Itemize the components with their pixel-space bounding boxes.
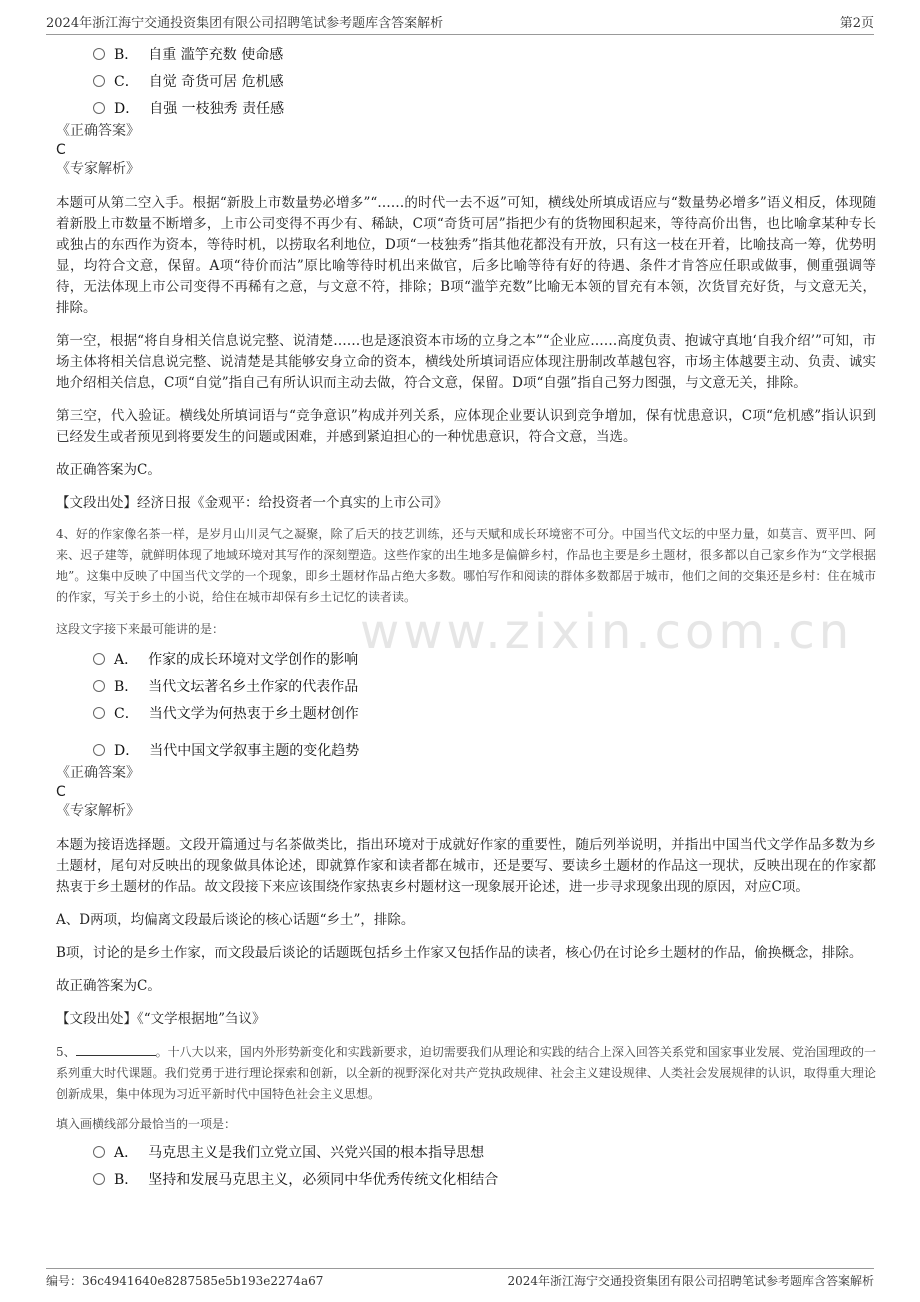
option-c[interactable]: C． 自觉 奇货可居 危机感	[93, 67, 876, 94]
radio-icon[interactable]	[93, 102, 105, 114]
answer-value: C	[56, 784, 66, 800]
radio-icon[interactable]	[93, 1173, 105, 1185]
source: 【文段出处】经济日报《金观平：给投资者一个真实的上市公司》	[56, 495, 448, 511]
page-number: 第2页	[839, 16, 874, 31]
option-b[interactable]: B． 当代文坛著名乡土作家的代表作品	[93, 672, 876, 699]
watermark: www.zixin.com.cn	[360, 604, 854, 660]
fill-blank	[76, 1043, 156, 1056]
option-d[interactable]: D． 自强 一枝独秀 责任感	[93, 94, 876, 121]
analysis-label: 《专家解析》	[56, 803, 140, 819]
option-a[interactable]: A． 马克思主义是我们立党立国、兴党兴国的根本指导思想	[93, 1138, 876, 1165]
radio-icon[interactable]	[93, 744, 105, 756]
analysis-paragraph: A、D两项，均偏离文段最后谈论的核心话题“乡土”，排除。	[56, 912, 415, 928]
answer-label: 《正确答案》	[56, 765, 140, 781]
radio-icon[interactable]	[93, 653, 105, 665]
analysis-paragraph: 本题可从第二空入手。根据“新股上市数量势必增多”“……的时代一去不返”可知，横线处所填成语应与“数量势必增多”语义相反，体现随着新股上市数量不断增多，上市公司变得不再少有、稀缺，C项“奇货可居”指把少有的货物囤积起来，等待高价出售，也比喻拿某种专长或独占的东西作为资本，等待时机，以捞取名利地位，D项“一枝独秀”指其他花都没有开放，只有这一枝在开着，比喻技高一筹，优势明显，均符合文意，保留。A项“待价而沽”原比喻等待时机出来做官，后多比喻等待有好的待遇、条件才肯答应任职或做事，侧重强调等待，无法体现上市公司变得不再稀有之意，与文意不符，排除；B项“滥竽充数”比喻无本领的冒充有本领，次货冒充好货，与文意无关，排除。	[56, 195, 876, 316]
option-b[interactable]: B． 自重 滥竽充数 使命感	[93, 40, 876, 67]
answer-label: 《正确答案》	[56, 123, 140, 139]
option-c[interactable]: C． 当代文学为何热衷于乡土题材创作	[93, 699, 876, 726]
question-5-stem: 5、 。十八大以来，国内外形势新变化和实践新要求，迫切需要我们从理论和实践的结合上深入回答关系党和国家事业发展、党治国理政的一系列重大时代课题。我们党勇于进行理论探索和创新，以全新的视野深化对共产党执政规律、社会主义建设规律、人类社会发展规律的认识，取得重大理论创新成果，集中体现为习近平新时代中国特色社会主义思想。	[56, 1045, 876, 1101]
radio-icon[interactable]	[93, 680, 105, 692]
option-b[interactable]: B． 坚持和发展马克思主义，必须同中华优秀传统文化相结合	[93, 1165, 876, 1192]
conclusion: 故正确答案为C。	[56, 978, 161, 994]
question-4-stem: 4、好的作家像名茶一样，是岁月山川灵气之凝聚，除了后天的技艺训练，还与天赋和成长环境密不可分。中国当代文坛的中坚力量，如莫言、贾平凹、阿来、迟子建等，就鲜明体现了地域环境对其写作的深刻塑造。这些作家的出生地多是偏僻乡村，作品也主要是乡土题材，很多都以自己家乡作为“文学根据地”。这集中反映了中国当代文学的一个现象，即乡土题材作品占绝大多数。哪怕写作和阅读的群体多数都居于城市，他们之间的交集还是乡村：住在城市的作家，写关于乡土的小说，给住在城市却保有乡土记忆的读者读。	[56, 527, 876, 604]
radio-icon[interactable]	[93, 75, 105, 87]
page-content	[56, 40, 876, 1192]
q5-options	[56, 1138, 876, 1192]
analysis-paragraph: B项，讨论的是乡土作家，而文段最后谈论的话题既包括乡土作家又包括作品的读者，核心仍在讨论乡土题材的作品，偷换概念，排除。	[56, 945, 863, 961]
radio-icon[interactable]	[93, 1146, 105, 1158]
radio-icon[interactable]	[93, 707, 105, 719]
conclusion: 故正确答案为C。	[56, 462, 161, 478]
analysis-paragraph: 本题为接语选择题。文段开篇通过与名茶做类比，指出环境对于成就好作家的重要性，随后列举说明，并指出中国当代文学作品多数为乡土题材，尾句对反映出的现象做具体论述，即就算作家和读者都在城市，还是要写、要读乡土题材的作品这一现状，反映出现在的作家都热衷于乡土题材的作品。故文段接下来应该围绕作家热衷乡村题材这一现象展开论述，进一步寻求现象出现的原因，对应C项。	[56, 837, 876, 895]
header-title: 2024年浙江海宁交通投资集团有限公司招聘笔试参考题库含答案解析	[46, 16, 444, 31]
option-a[interactable]: A． 作家的成长环境对文学创作的影响	[93, 645, 876, 672]
page-footer	[46, 1268, 874, 1294]
answer-value: C	[56, 142, 66, 158]
analysis-label: 《专家解析》	[56, 161, 140, 177]
q4-options	[56, 645, 876, 763]
option-d[interactable]: D． 当代中国文学叙事主题的变化趋势	[93, 736, 876, 763]
question-5-prompt: 填入画横线部分最恰当的一项是：	[56, 1117, 237, 1131]
document-id: 编号：36c4941640e8287585e5b193e2274a67	[46, 1274, 324, 1288]
source: 【文段出处】《“文学根据地”刍议》	[56, 1011, 266, 1027]
footer-title: 2024年浙江海宁交通投资集团有限公司招聘笔试参考题库含答案解析	[507, 1274, 874, 1288]
radio-icon[interactable]	[93, 48, 105, 60]
analysis-paragraph: 第一空，根据“将自身相关信息说完整、说清楚……也是逐浪资本市场的立身之本”“企业应……高度负责、抱诚守真地‘自我介绍’”可知，市场主体将相关信息说完整、说清楚是其能够安身立命的资本，横线处所填词语应体现注册制改革越包容，市场主体越要主动、负责、诚实地介绍相关信息，C项“自觉”指自己有所认识而主动去做，符合文意，保留。D项“自强”指自己努力图强，与文意无关，排除。	[56, 333, 876, 391]
analysis-paragraph: 第三空，代入验证。横线处所填词语与“竞争意识”构成并列关系，应体现企业要认识到竞争增加，保有忧患意识，C项“危机感”指认识到已经发生或者预见到将要发生的问题或困难，并感到紧迫担心的一种忧患意识，符合文意，当选。	[56, 408, 876, 445]
q3-options	[56, 40, 876, 121]
question-4-prompt: 这段文字接下来最可能讲的是：	[56, 622, 225, 636]
page-header	[46, 12, 874, 35]
